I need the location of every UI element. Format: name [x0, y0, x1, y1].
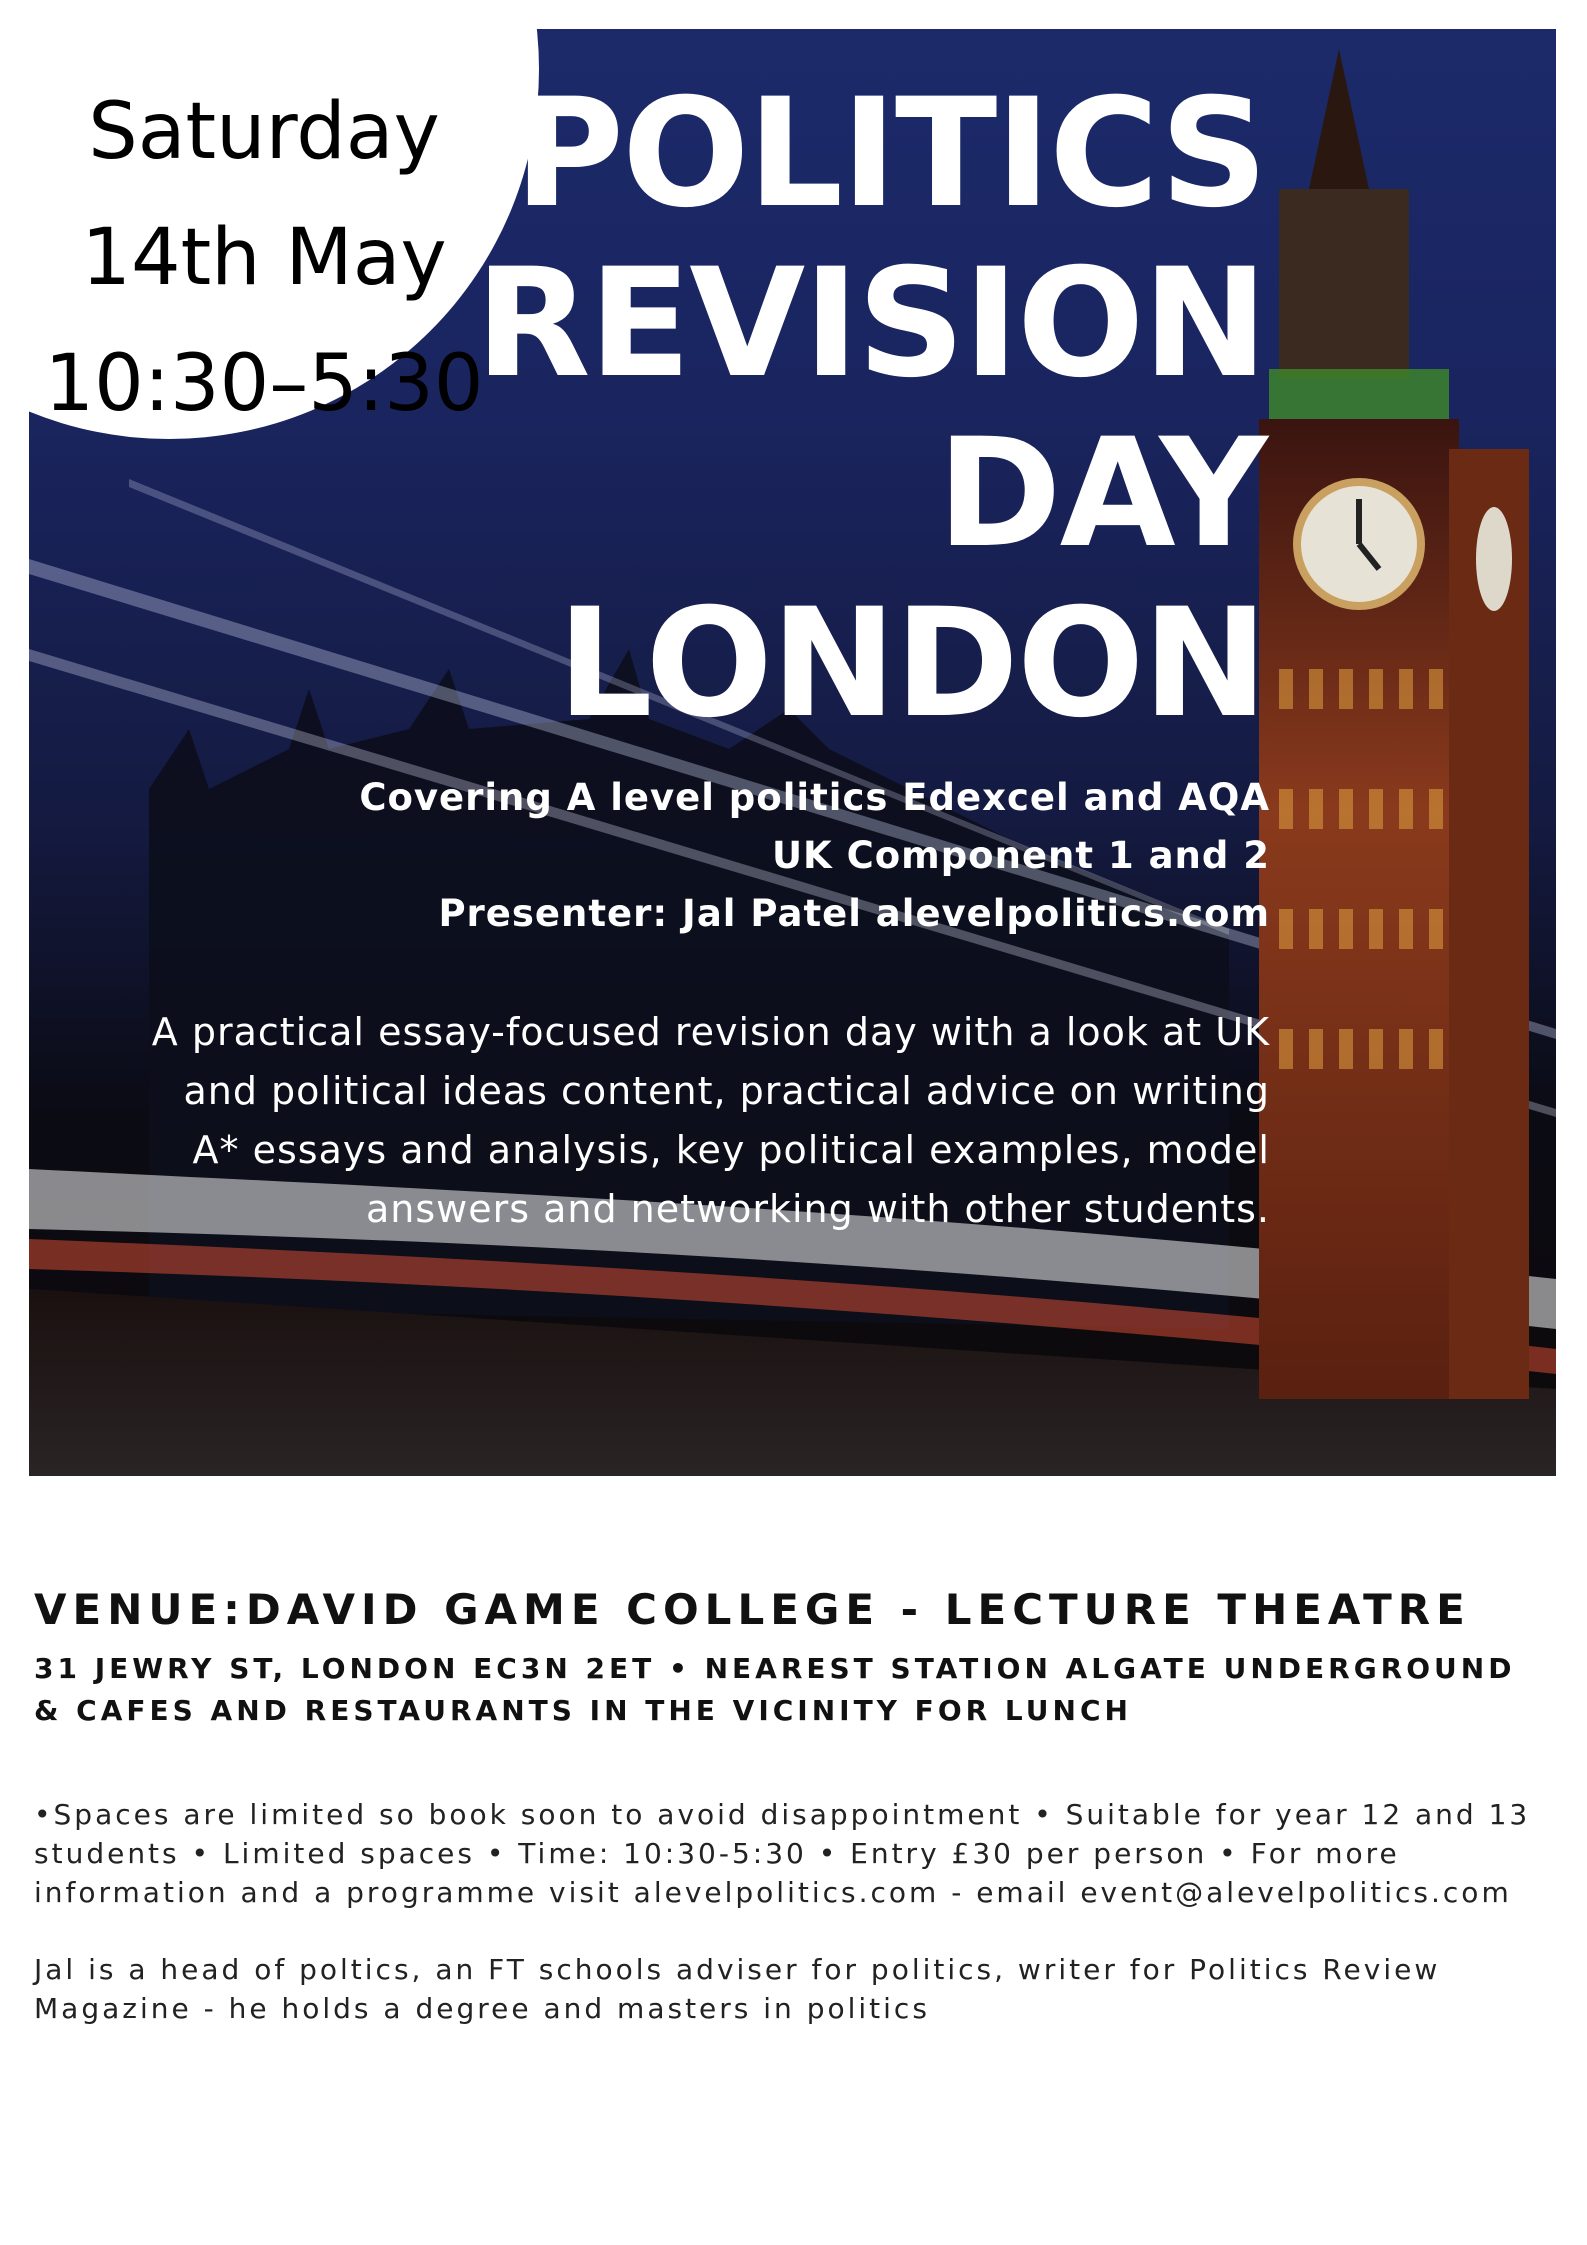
subtitle-component: UK Component 1 and 2: [771, 834, 1270, 877]
venue-address: [34, 1648, 1564, 1732]
event-time: 10:30–5:30: [44, 339, 484, 429]
subtitle: [359, 769, 1270, 943]
poster-title: [475, 69, 1266, 749]
event-description: A practical essay-focused revision day with a look at UK and political ideas content, practical advice on writing A* essays and analysis, key political examples, model answers and networking with other students.: [151, 1010, 1270, 1231]
presenter-bio: Jal is a head of poltics, an FT schools adviser for politics, writer for Politics Review Magazine - he holds a degree and masters in politics: [34, 1953, 1441, 2025]
subtitle-course: Covering A level politics Edexcel and AQA: [359, 776, 1270, 819]
address-line: & CAFES AND RESTAURANTS IN THE VICINITY FOR LUNCH: [34, 1694, 1132, 1727]
venue-heading: VENUE:DAVID GAME COLLEGE - LECTURE THEATRE: [34, 1585, 1471, 1634]
title-line: LONDON: [557, 577, 1266, 751]
subtitle-presenter: Presenter: Jal Patel alevelpolitics.com: [438, 892, 1270, 935]
event-date: 14th May: [81, 213, 447, 303]
title-line: DAY: [937, 407, 1266, 581]
title-line: REVISION: [475, 237, 1266, 411]
hero-photo: [29, 29, 1556, 1476]
date-badge: [29, 69, 499, 447]
title-line: POLITICS: [514, 67, 1266, 241]
booking-info: •Spaces are limited so book soon to avoid disappointment • Suitable for year 12 and 13 students • Limited spaces • Time: 10:30-5:30 • Entry £30 per person • For more information and a programme visit alevelpolitics.com - email event@alevelpolitics.com: [34, 1798, 1531, 1909]
event-day: Saturday: [88, 87, 440, 177]
address-line: 31 JEWRY ST, LONDON EC3N 2ET • NEAREST STATION ALGATE UNDERGROUND: [34, 1652, 1516, 1685]
